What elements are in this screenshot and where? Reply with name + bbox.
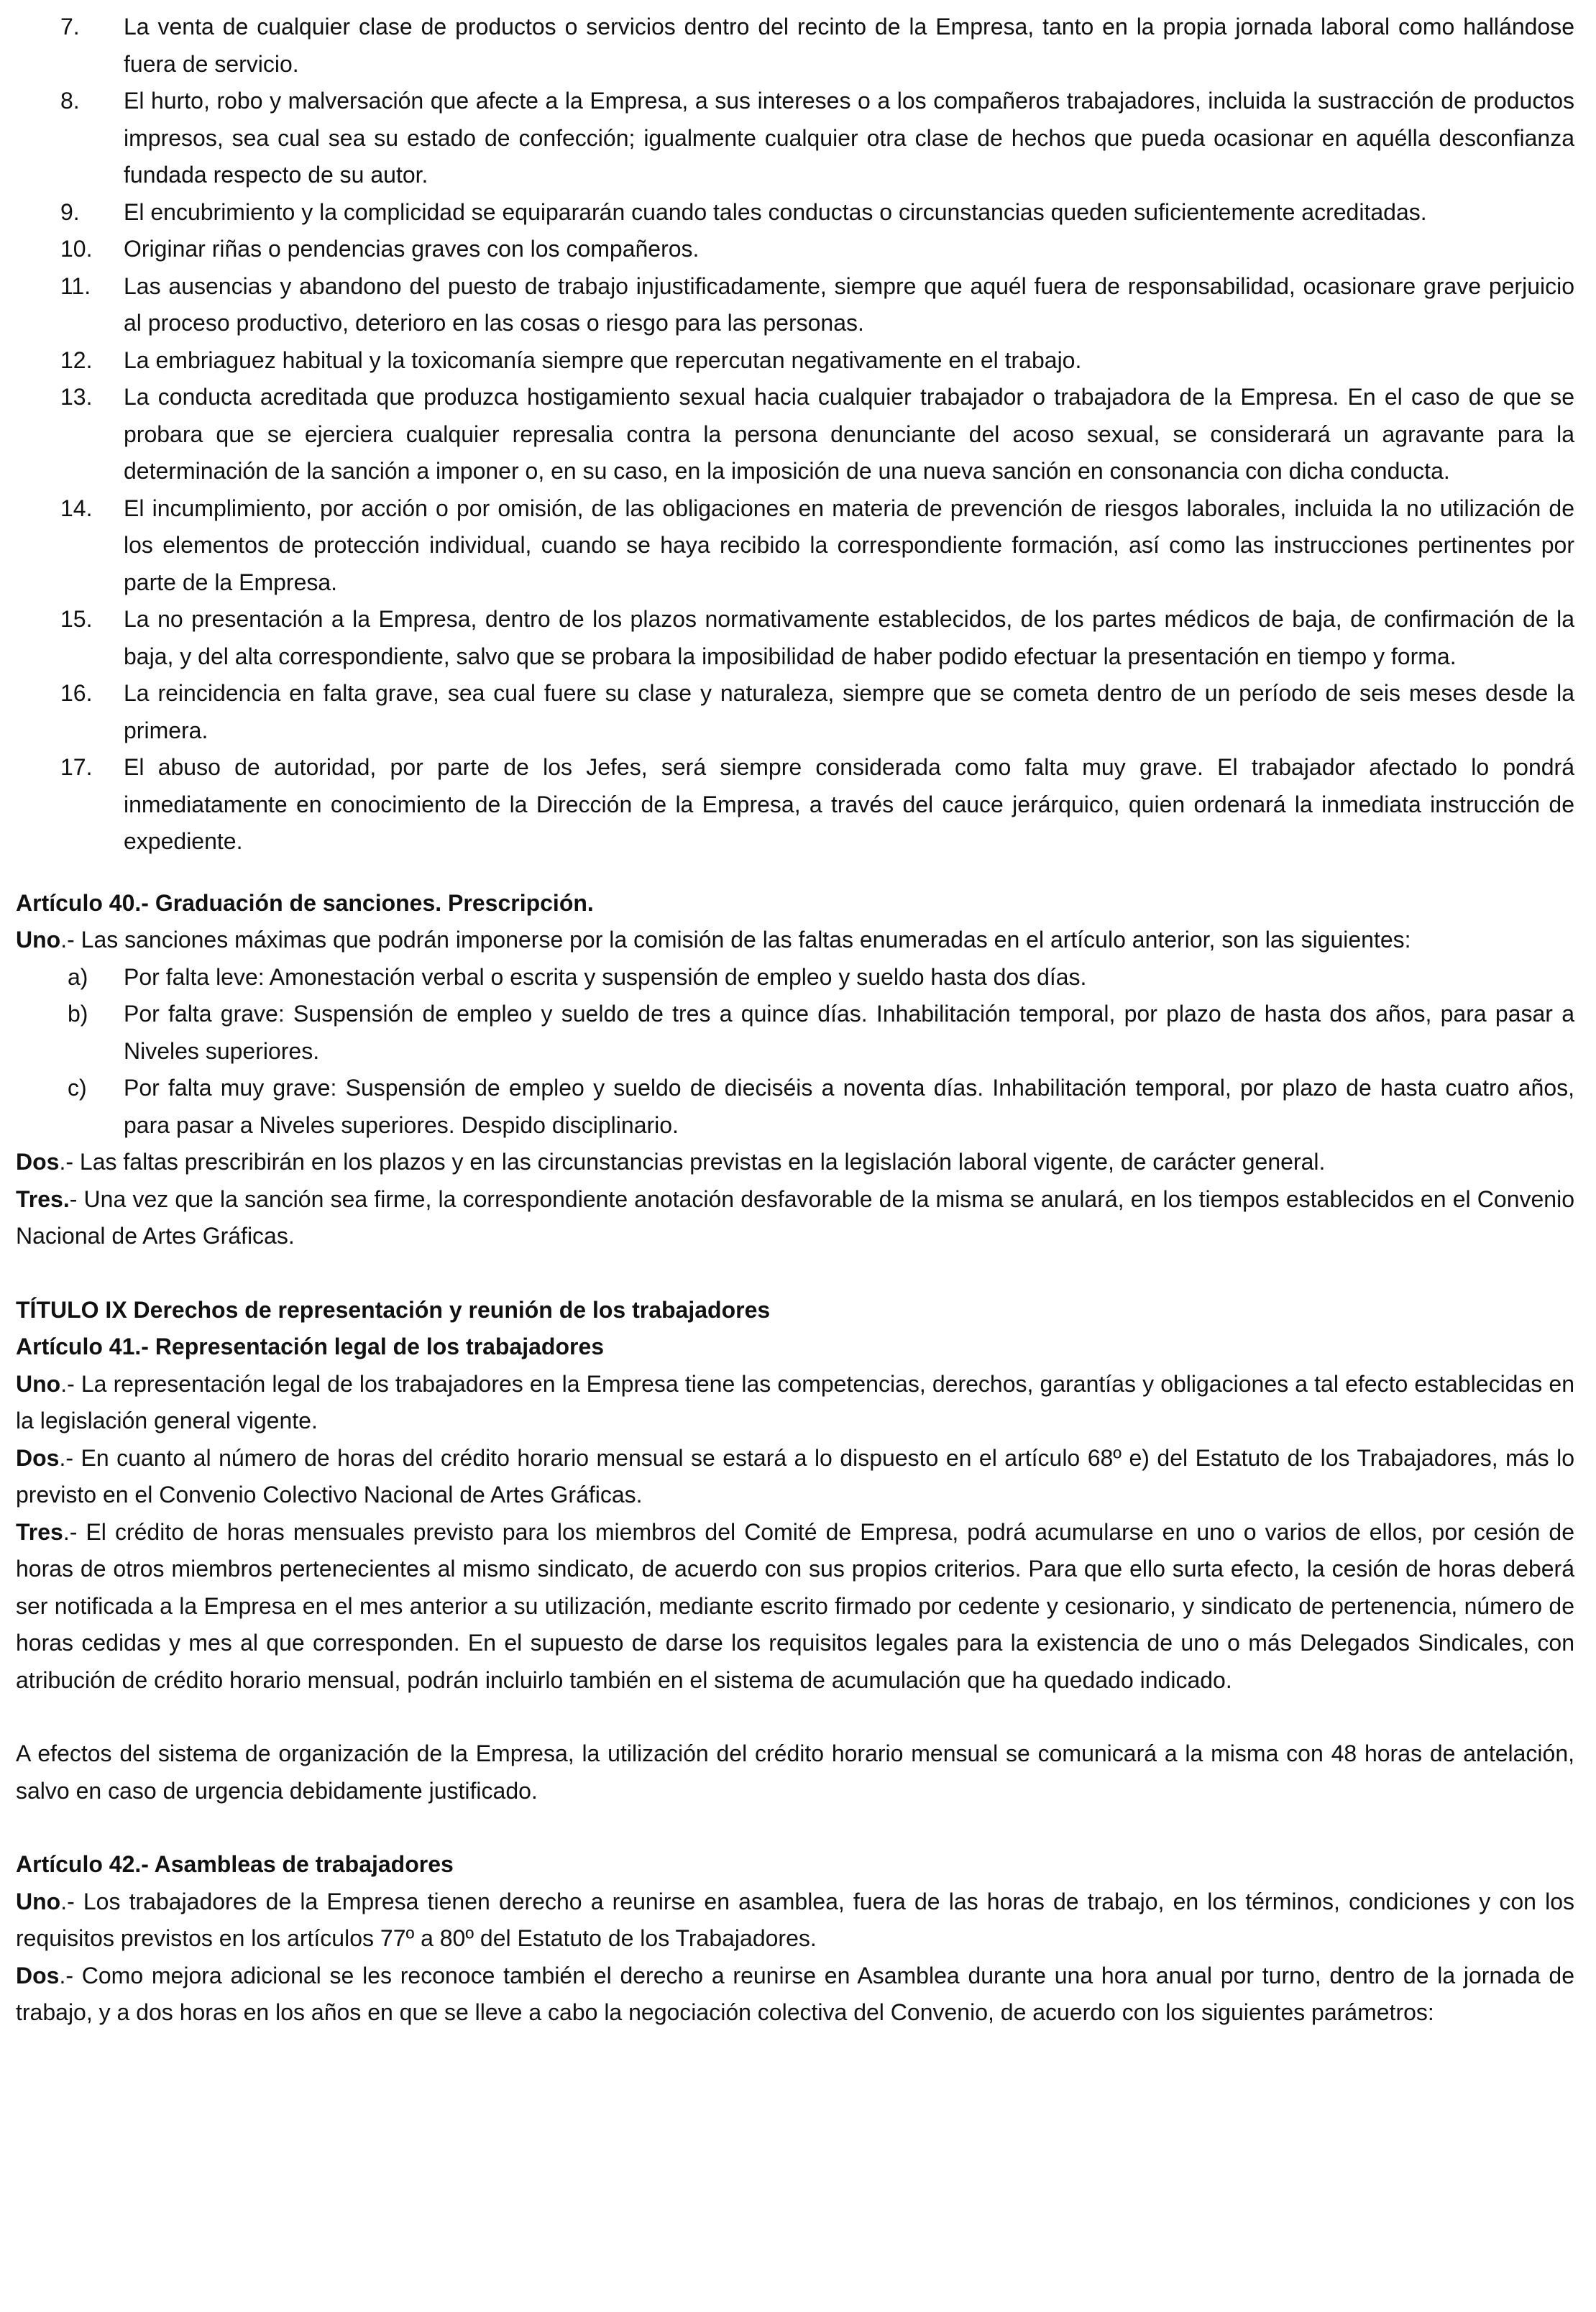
list-item-text: La reincidencia en falta grave, sea cual fuere su clase y naturaleza, siempre que se cometa dentro de un período de seis meses desde la primera. [124,680,1574,743]
spacer [16,1255,1574,1292]
list-item-text: El incumplimiento, por acción o por omisión, de las obligaciones en materia de prevención de riesgos laborales, incluida la no utilización de los elementos de protección individual, cuando se haya recibido la correspondiente formación, así como las instrucciones pertinentes por parte de la Empresa. [124,495,1574,595]
art42-dos-label: Dos [16,1962,60,1988]
list-item [16,194,1574,231]
list-item-number: 9. [60,198,80,225]
list-item-letter: c) [68,1075,87,1101]
list-item [16,959,1574,996]
art40-tres-text: - Una vez que la sanción sea firme, la correspondiente anotación desfavorable de la misma se anulará, en los tiempos establecidos en el Convenio Nacional de Artes Gráficas. [16,1185,1574,1249]
list-item-number: 17. [60,754,93,780]
list-item [16,749,1574,861]
list-item [16,379,1574,490]
list-item-text: La no presentación a la Empresa, dentro de los plazos normativamente establecidos, de los partes médicos de baja, de confirmación de la baja, y del alta correspondiente, salvo que se probara la imposibilidad de haber podido efectuar la presentación en tiempo y forma. [124,606,1574,669]
art40-dos [16,1144,1574,1181]
art40-uno [16,922,1574,959]
art41-uno [16,1366,1574,1440]
list-item [16,9,1574,83]
art42-heading: Artículo 42.- Asambleas de trabajadores [16,1851,454,1877]
art42-uno [16,1884,1574,1958]
art42-uno-label: Uno [16,1888,61,1914]
list-item-text: Originar riñas o pendencias graves con los compañeros. [124,236,700,262]
list-item-number: 15. [60,606,93,632]
titulo9-heading: TÍTULO IX Derechos de representación y reunión de los trabajadores [16,1296,771,1323]
list-item-text: La venta de cualquier clase de productos o servicios dentro del recinto de la Empresa, tanto en la propia jornada laboral como hallándose fuera de servicio. [124,14,1574,77]
list-item-number: 12. [60,347,93,373]
art40-heading: Artículo 40.- Graduación de sanciones. Prescripción. [16,889,594,916]
list-item [16,231,1574,268]
list-item [16,268,1574,342]
list-item-text: Las ausencias y abandono del puesto de trabajo injustificadamente, siempre que aquél fuera de responsabilidad, ocasionare grave perjuicio al proceso productivo, deterioro en las cosas o riesgo para las personas. [124,272,1574,336]
spacer [16,861,1574,885]
art41-tres-text: .- El crédito de horas mensuales previsto para los miembros del Comité de Empresa, podrá acumularse en uno o varios de ellos, por cesión de horas de otros miembros pertenecientes al mismo sindicato, de acuerdo con sus propios criterios. Para que ello surta efecto, la cesión de horas deberá ser notificada a la Empresa en el mes anterior a su utilización, mediante escrito firmado por cedente y cesionario, y sindicato de pertenencia, número de horas cedidas y mes al que corresponden. En el supuesto de darse los requisitos legales para la existencia de uno o más Delegados Sindicales, con atribución de crédito horario mensual, podrán incluirlo también en el sistema de acumulación que ha quedado indicado. [16,1518,1574,1693]
art40-tres-label: Tres. [16,1185,70,1212]
list-item [16,490,1574,602]
art42-dos-text: .- Como mejora adicional se les reconoce también el derecho a reunirse en Asamblea durante una hora anual por turno, dentro de la jornada de trabajo, y a dos horas en los años en que se lleve a cabo la negociación colectiva del Convenio, de acuerdo con los siguientes parámetros: [16,1962,1574,2025]
art40-uno-text: .- Las sanciones máximas que podrán imponerse por la comisión de las faltas enumeradas en el artículo anterior, son las siguientes: [60,927,1411,953]
list-item [16,83,1574,194]
art41-tres-label: Tres [16,1518,63,1545]
art41-heading: Artículo 41.- Representación legal de los trabajadores [16,1334,605,1359]
art41-uno-text: .- La representación legal de los trabajadores en la Empresa tiene las competencias, derechos, garantías y obligaciones a tal efecto establecidas en la legislación general vigente. [16,1370,1574,1433]
art40-dos-text: .- Las faltas prescribirán en los plazos y en las circunstancias previstas en la legislación laboral vigente, de carácter general. [59,1149,1326,1175]
list-item-text: El abuso de autoridad, por parte de los Jefes, será siempre considerada como falta muy grave. El trabajador afectado lo pondrá inmediatamente en conocimiento de la Dirección de la Empresa, a través del cauce jerárquico, quien ordenará la inmediata instrucción de expediente. [124,754,1574,854]
art42-dos [16,1958,1574,2032]
list-item [16,1070,1574,1144]
list-item-text: La embriaguez habitual y la toxicomanía siempre que repercutan negativamente en el trabajo. [124,347,1082,373]
art41-paragraph: A efectos del sistema de organización de la Empresa, la utilización del crédito horario mensual se comunicará a la misma con 48 horas de antelación, salvo en caso de urgencia debidamente justificado. [16,1740,1574,1804]
list-item-text: El encubrimiento y la complicidad se equipararán cuando tales conductas o circunstancias queden suficientemente acreditadas. [124,198,1427,225]
list-item-letter: b) [68,1001,88,1027]
list-item-number: 14. [60,495,93,521]
list-item-number: 10. [60,236,93,262]
faltas-muy-graves-list [16,9,1574,861]
list-item-letter: a) [68,963,88,990]
list-item-number: 11. [60,272,91,299]
list-item-text: Por falta grave: Suspensión de empleo y sueldo de tres a quince días. Inhabilitación temporal, por plazo de hasta dos años, para pasar a Niveles superiores. [124,1001,1574,1064]
list-item [16,601,1574,675]
art41-dos [16,1440,1574,1514]
spacer [16,1809,1574,1846]
art41-dos-label: Dos [16,1444,60,1471]
art40-tres [16,1181,1574,1255]
spacer [16,1699,1574,1735]
list-item-number: 8. [60,88,80,114]
list-item-text: El hurto, robo y malversación que afecte a la Empresa, a sus intereses o a los compañeros trabajadores, incluida la sustracción de productos impresos, sea cual sea su estado de confección; igualmente cualquier otra clase de hechos que pueda ocasionar en aquélla desconfianza fundada respecto de su autor. [124,88,1574,188]
list-item [16,675,1574,749]
list-item-number: 16. [60,680,93,706]
list-item [16,996,1574,1070]
list-item-text: La conducta acreditada que produzca hostigamiento sexual hacia cualquier trabajador o trabajadora de la Empresa. En el caso de que se probara que se ejerciera cualquier represalia contra la persona denunciante del acoso sexual, se considerará un agravante para la determinación de la sanción a imponer o, en su caso, en la imposición de una nueva sanción en consonancia con dicha conducta. [124,384,1574,484]
list-item-number: 7. [60,14,80,40]
art40-dos-label: Dos [16,1149,60,1175]
art41-uno-label: Uno [16,1370,61,1397]
list-item-number: 13. [60,384,93,410]
list-item [16,342,1574,380]
art40-uno-label: Uno [16,927,61,953]
list-item-text: Por falta leve: Amonestación verbal o escrita y suspensión de empleo y sueldo hasta dos días. [124,963,1087,990]
art40-sanciones-list [16,959,1574,1144]
art41-tres [16,1514,1574,1699]
art42-uno-text: .- Los trabajadores de la Empresa tienen derecho a reunirse en asamblea, fuera de las horas de trabajo, en los términos, condiciones y con los requisitos previstos en los artículos 77º a 80º del Estatuto de los Trabajadores. [16,1888,1574,1951]
art41-dos-text: .- En cuanto al número de horas del crédito horario mensual se estará a lo dispuesto en el artículo 68º e) del Estatuto de los Trabajadores, más lo previsto en el Convenio Colectivo Nacional de Artes Gráficas. [16,1444,1574,1508]
list-item-text: Por falta muy grave: Suspensión de empleo y sueldo de dieciséis a noventa días. Inhabilitación temporal, por plazo de hasta cuatro años, para pasar a Niveles superiores. Despido disciplinario. [124,1075,1574,1138]
